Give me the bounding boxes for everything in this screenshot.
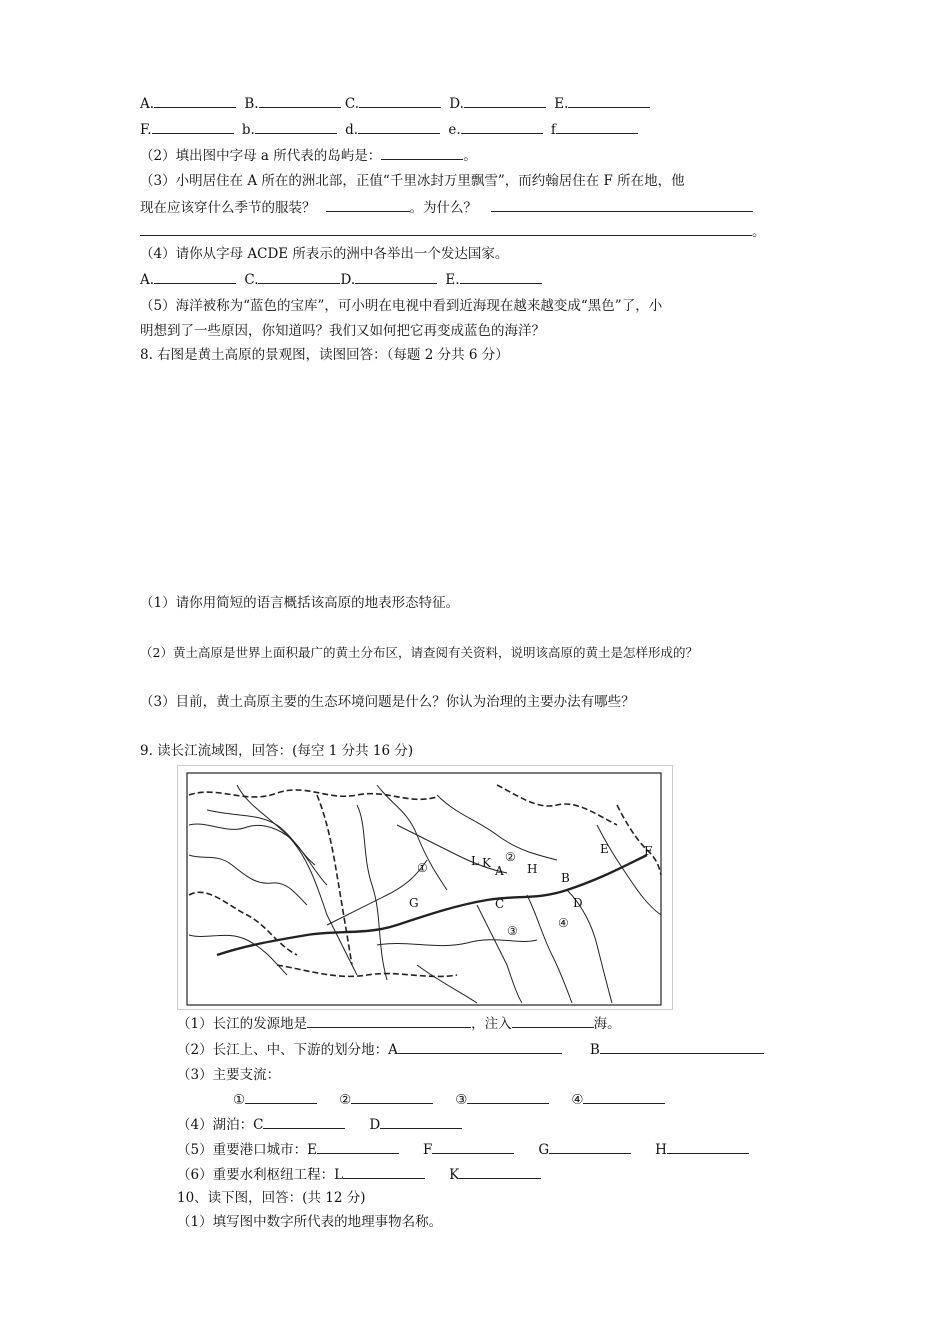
blank-island-a[interactable] [381,146,463,160]
blank-season[interactable] [326,198,410,212]
q9-sub2-b: B [589,1042,600,1058]
q7-sub2-text: （2）填出图中字母 a 所代表的岛屿是： [140,148,382,164]
q7-row2 [140,120,638,139]
q9-sub5-text: （5）重要港口城市：E [177,1142,317,1158]
label-d: d. [345,122,359,138]
q9-sub2 [177,1040,764,1059]
q7-sub3-line3 [140,222,766,241]
q7-sub3-end: 。 [752,224,766,240]
blank-source[interactable] [307,1014,471,1028]
q7-row1 [140,94,650,113]
blank-port-F[interactable] [432,1140,514,1154]
blank-port-H[interactable] [667,1140,749,1154]
q9-sub1-into: ，注入 [471,1016,512,1032]
q7-sub3-line1: （3）小明居住在 A 所在的洲北部，正值“千里冰封万里飘雪”，而约翰居住在 F 所在地，他 [140,173,685,189]
blank-trib-1[interactable] [245,1090,317,1104]
q9-sub4-text: （4）湖泊：C [177,1117,264,1133]
blank-E[interactable] [568,94,650,108]
label-B: B. [244,96,259,112]
blank-project-K[interactable] [459,1165,541,1179]
map-label-2: ② [505,850,516,864]
map-label-E: E [600,842,609,856]
blank-d[interactable] [358,120,440,134]
q7-sub3-line2 [140,198,753,217]
q7-sub2 [140,146,477,165]
blank-f[interactable] [556,120,638,134]
blank-country-E[interactable] [460,270,542,284]
blank-why-2[interactable] [140,222,752,236]
blank-country-D[interactable] [355,270,437,284]
q9-sub2-text: （2）长江上、中、下游的划分地：A [177,1042,398,1058]
blank-A[interactable] [154,94,236,108]
q9-sub5-h: H [655,1142,667,1158]
q9-sub6 [177,1165,541,1184]
q9-title: 9. 读长江流域图，回答：(每空 1 分共 16 分) [140,743,414,759]
label-A2: A. [140,272,155,288]
label-f: f [550,122,556,138]
map-label-4: ④ [558,916,569,930]
label-E: E. [554,96,569,112]
q8-title: 8. 右图是黄土高原的景观图，读图回答：（每题 2 分共 6 分） [140,347,509,363]
map-label-L: L [471,854,479,868]
blank-country-C[interactable] [258,270,340,284]
q9-sub6-k: K [449,1167,460,1183]
label-e: e. [448,122,461,138]
label-F: F. [140,122,152,138]
blank-e[interactable] [461,120,543,134]
label-D2: D. [340,272,356,288]
q7-sub5-line2: 明想到了一些原因，你知道吗？我们又如何把它再变成蓝色的海洋？ [140,323,545,339]
q7-sub4: （4）请你从字母 ACDE 所表示的洲中各举出一个发达国家。 [140,246,509,262]
q8-sub1: （1）请你用简短的语言概括该高原的地表形态特征。 [140,595,460,611]
q7-row4 [140,270,542,289]
q7-sub2-end: 。 [463,148,477,164]
q10-sub1: （1）填写图中数字所代表的地理事物名称。 [177,1214,443,1230]
q9-sub3: （3）主要支流： [177,1067,281,1083]
blank-project-L[interactable] [343,1165,425,1179]
map-label-B: B [561,871,570,885]
q9-sub5-f: F [422,1142,433,1158]
q9-sub1 [177,1014,621,1033]
map-label-D: D [573,896,583,910]
label-C: C. [344,96,359,112]
blank-port-E[interactable] [317,1140,399,1154]
q9-tributaries [233,1090,665,1109]
map-label-3: ③ [507,924,518,938]
blank-F[interactable] [152,120,234,134]
map-label-C: C [495,897,505,911]
label-D: D. [449,96,464,112]
label-C2: C. [244,272,259,288]
blank-trib-2[interactable] [351,1090,433,1104]
q8-sub2: （2）黄土高原是世界上面积最广的黄土分布区，请查阅有关资料，说明该高原的黄土是怎样形成的？ [140,645,698,660]
map-label-K: K [482,856,491,870]
blank-C[interactable] [359,94,441,108]
q9-sub4-d: D [369,1117,381,1133]
map-label-A: A [495,864,504,878]
blank-sea[interactable] [512,1014,594,1028]
trib-2: ② [339,1092,352,1108]
blank-trib-3[interactable] [467,1090,549,1104]
q7-sub3-why: 。为什么？ [409,200,477,216]
map-label-G: G [409,896,419,910]
blank-port-G[interactable] [549,1140,631,1154]
map-label-1: ① [417,861,428,875]
q9-sub5 [177,1140,749,1159]
blank-division-A[interactable] [398,1040,562,1054]
blank-lake-C[interactable] [263,1115,345,1129]
q9-sub5-g: G [538,1142,550,1158]
label-A: A. [140,96,155,112]
trib-4: ④ [571,1092,584,1108]
q9-sub6-text: （6）重要水利枢纽工程：L [177,1167,344,1183]
q9-sub1-text: （1）长江的发源地是 [177,1016,308,1032]
blank-B[interactable] [259,94,341,108]
blank-why-1[interactable] [491,198,753,212]
q7-sub5-line1: （5）海洋被称为“蓝色的宝库”，可小明在电视中看到近海现在越来越变成“黑色”了，小 [140,298,663,314]
label-E2: E. [445,272,460,288]
blank-trib-4[interactable] [583,1090,665,1104]
label-b: b. [241,122,255,138]
blank-lake-D[interactable] [380,1115,462,1129]
map-label-H: H [527,862,538,876]
blank-country-A[interactable] [154,270,236,284]
trib-1: ① [233,1092,246,1108]
q9-sub1-end: 海。 [593,1016,621,1032]
q7-sub3-question: 现在应该穿什么季节的服装？ [140,200,316,216]
yangtze-basin-map [177,765,673,1010]
blank-b[interactable] [255,120,337,134]
map-label-F: F [644,844,653,858]
blank-D[interactable] [464,94,546,108]
trib-3: ③ [455,1092,468,1108]
q9-sub4 [177,1115,462,1134]
q8-sub3: （3）目前，黄土高原主要的生态环境问题是什么？你认为治理的主要办法有哪些？ [140,694,635,710]
q10-title: 10、读下图，回答：(共 12 分) [177,1190,366,1206]
blank-division-B[interactable] [600,1040,764,1054]
